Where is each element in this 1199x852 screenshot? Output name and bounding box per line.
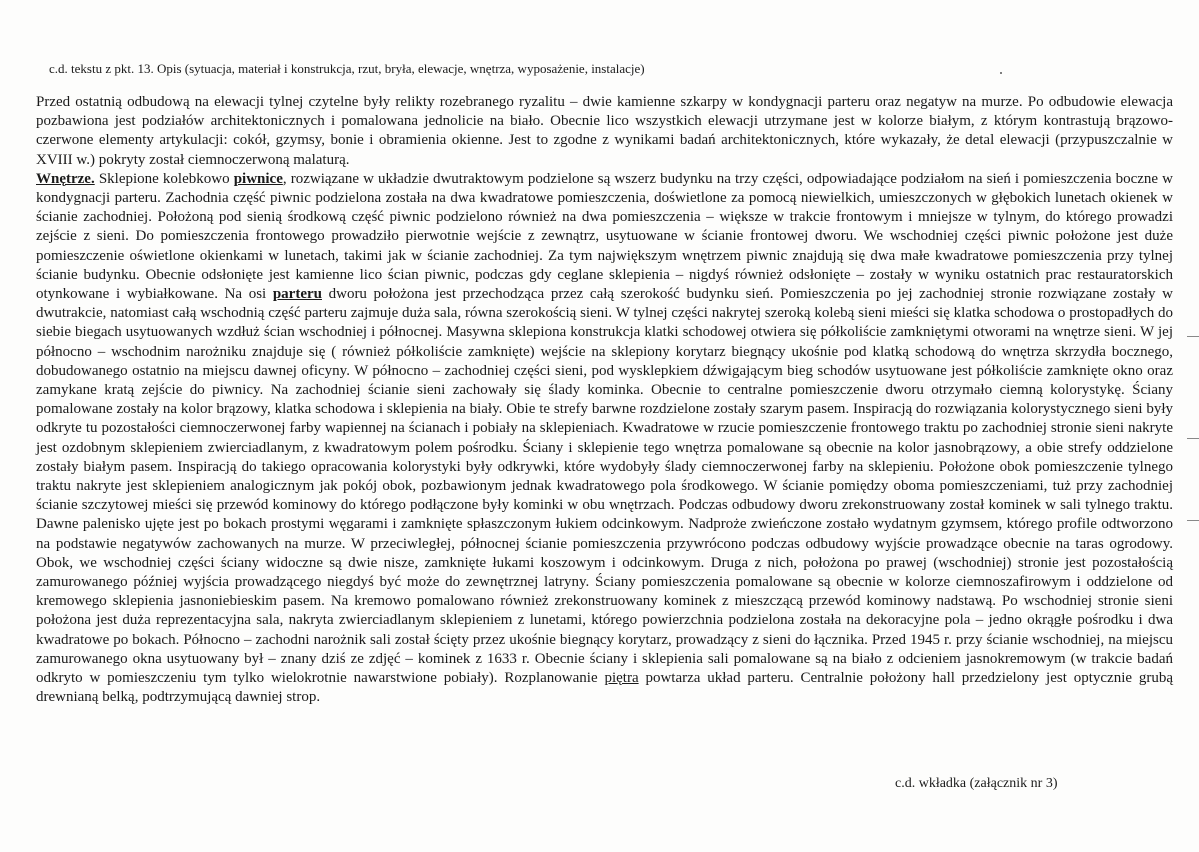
- term-pietra: piętra: [604, 670, 639, 687]
- header-note: c.d. tekstu z pkt. 13. Opis (sytuacja, materiał i konstrukcja, rzut, bryła, elewacje, wnętrza, wyposażenie, instalacje): [49, 61, 645, 76]
- term-piwnice: piwnice: [233, 170, 283, 187]
- footer-note: c.d. wkładka (załącznik nr 3): [895, 776, 1058, 791]
- paragraph-interior: [36, 170, 1173, 708]
- interior-text-a: Sklepione kolebkowo: [94, 170, 234, 187]
- scan-edge-mark: [1187, 438, 1199, 439]
- paragraph-exterior: Przed ostatnią odbudową na elewacji tylnej czytelne były relikty rozebranego ryzalitu – dwie kamienne szkarpy w kondygnacji parteru oraz negatyw na murze. Po odbudowie elewacja pozbawiona jest podziałów architektonicznych i pomalowana jednolicie na biało. Obecnie lico wszystkich elewacji utrzymane jest w kolorze białym, z którym kontrastują brązowo-czerwone elementy artykulacji: cokół, gzymsy, bonie i obramienia okienne. Jest to zgodne z wynikami badań architektonicznych, które wykazały, że detal elewacji (przypuszczalnie w XVIII w.) pokryty został ciemnoczerwoną malaturą.: [36, 94, 1173, 168]
- description-body: [36, 93, 1173, 708]
- interior-text-c: dworu położona jest przechodząca przez całą szerokość budynku sień. Pomieszczenia po jej zachodniej stronie rozwiązane zostały w dwutrakcie, natomiast całą wschodnią część parteru zajmuje duża sala, równa szerokością sieni. W tylnej części nakrytej szeroką kolebą sieni mieści się klatka schodowa o prostopadłych do siebie biegach usytuowanych wzdłuż ścian wschodniej i północnej. Masywna sklepiona konstrukcja klatki schodowej otwiera się półkoliście zamkniętymi otworami na wnętrze sieni. W jej północno – wschodnim narożniku znajduje się ( również półkoliście zamknięte) wejście na sklepiony korytarz biegnący ukośnie pod klatką schodową do wnętrza skrzydła bocznego, dobudowanego ostatnio na miejscu dawnej oficyny. W północno – zachodniej części sieni, pod wysklepkiem dźwigającym bieg schodów usytuowane jest półkoliście zamknięte okno oraz zamykane kratą zejście do piwnicy. Na zachodniej ścianie sieni zachowały się ślady kominka. Obecnie to centralne pomieszczenie dworu otrzymało ciemną kolorystykę. Ściany pomalowane zostały na kolor brązowy, klatka schodowa i sklepienia na biały. Obie te strefy barwne rozdzielone zostały szarym pasem. Inspiracją do rozwiązania kolorystycznego sieni były odkryte tu pozostałości ciemnoczerwonej farby wapiennej na ścianach i pobiały na sklepieniach. Kwadratowe w rzucie pomieszczenie frontowego traktu po zachodniej stronie sieni nakryte jest ozdobnym sklepieniem zwierciadlanym, z kwadratowym polem pośrodku. Ściany i sklepienie tego wnętrza pomalowane są obecnie na kolor jasnobrązowy, a obie strefy oddzielone zostały białym pasem. Inspiracją do takiego opracowania kolorystyki były odkrywki, które wydobyły ślady ciemnoczerwonej farby na sklepieniu. Położone obok pomieszczenie tylnego traktu nakryte jest sklepieniem analogicznym jak pokój obok, pozbawionym jednak kwadratowego pola środkowego. W ścianie pomiędzy oboma pomieszczeniami, tuż przy zachodniej ścianie szczytowej mieści się przewód kominowy do którego podłączone były kominki w obu wnętrzach. Podczas odbudowy dworu zrekonstruowany został kominek w sali tylnego traktu. Dawne palenisko ujęte jest po bokach prostymi węgarami i zamknięte spłaszczonym łukiem odcinkowym. Nadproże zwieńczone zostało wydatnym gzymsem, którego profile odtworzono na podstawie negatywów zachowanych na murze. W przeciwległej, północnej ścianie pomieszczenia przywrócono podczas odbudowy wyjście prowadzące obecnie na taras ogrodowy. Obok, we wschodniej części ściany widoczne są dwie nisze, zamknięte łukami koszowym i odcinkowym. Druga z nich, położona po prawej (wschodniej) stronie jest pozostałością zamurowanego później wyjścia prowadzącego niegdyś być może do zewnętrznej latryny. Ściany pomieszczenia pomalowane są obecnie w kolorze ciemnoszafirowym i oddzielone od kremowego sklepienia jasnoniebieskim pasem. Na kremowo pomalowano również zrekonstruowany kominek z mieszczącą przewód kominowy nadstawą. Po wschodniej stronie sieni położona jest duża reprezentacyjna sala, nakryta zwierciadlanym sklepieniem z lunetami, którego powierzchnia podzielona została na dekoracyjne pola – jedno okrągłe pośrodku i dwa kwadratowe po bokach. Północno – zachodni narożnik sali został ścięty przez ukośnie biegnący korytarz, prowadzący z sieni do łącznika. Przed 1945 r. przy ścianie wschodniej, na miejscu zamurowanego okna usytuowany był – znany dziś ze zdjęć – kominek z 1633 r. Obecnie ściany i sklepienia sali pomalowane są na biało z odcieniem jasnokremowym (w trakcie badań odkryto w pomieszczeniu tym tylko wielokrotnie nawarstwione pobiały). Rozplanowanie: [36, 286, 1174, 687]
- interior-text-d: powtarza układ parteru. Centralnie położony hall przedzielony jest optycznie grubą drewnianą belką, podtrzymującą dawniej strop.: [36, 670, 1174, 706]
- scan-speck: [1000, 72, 1002, 74]
- interior-heading: Wnętrze.: [36, 170, 95, 187]
- term-parteru: parteru: [272, 286, 322, 303]
- interior-text-b: , rozwiązane w układzie dwutraktowym podzielone są wszerz budynku na trzy części, odpowiadające podziałom na sień i pomieszczenia boczne w kondygnacji parteru. Zachodnia część piwnic podzielona została na dwa kwadratowe pomieszczenia, doświetlone za pomocą niewielkich, umieszczonych w głębokich lunetach okienek w ścianie zachodniej. Położoną pod sienią środkową część piwnic podzielono również na dwa pomieszczenia – większe w trakcie frontowym i mniejsze w tylnym, do którego prowadzi zejście z sieni. Do pomieszczenia frontowego prowadziło pierwotnie wejście z zewnątrz, usytuowane w ścianie frontowej dworu. We wschodniej części piwnic położone jest duże pomieszczenie oświetlone okienkami w lunetach, takimi jak w ścianie zachodniej. Za tym największym wnętrzem piwnic znajdują się dwa małe kwadratowe pomieszczenia przy tylnej ścianie budynku. Obecnie odsłonięte jest kamienne lico ścian piwnic, podczas gdy ceglane sklepienia – nigdyś również odsłonięte – zostały w wyniku ostatnich prac restauratorskich otynkowane i wybiałkowane. Na osi: [36, 170, 1173, 303]
- scan-edge-mark: [1187, 336, 1199, 337]
- scan-edge-mark: [1187, 520, 1199, 521]
